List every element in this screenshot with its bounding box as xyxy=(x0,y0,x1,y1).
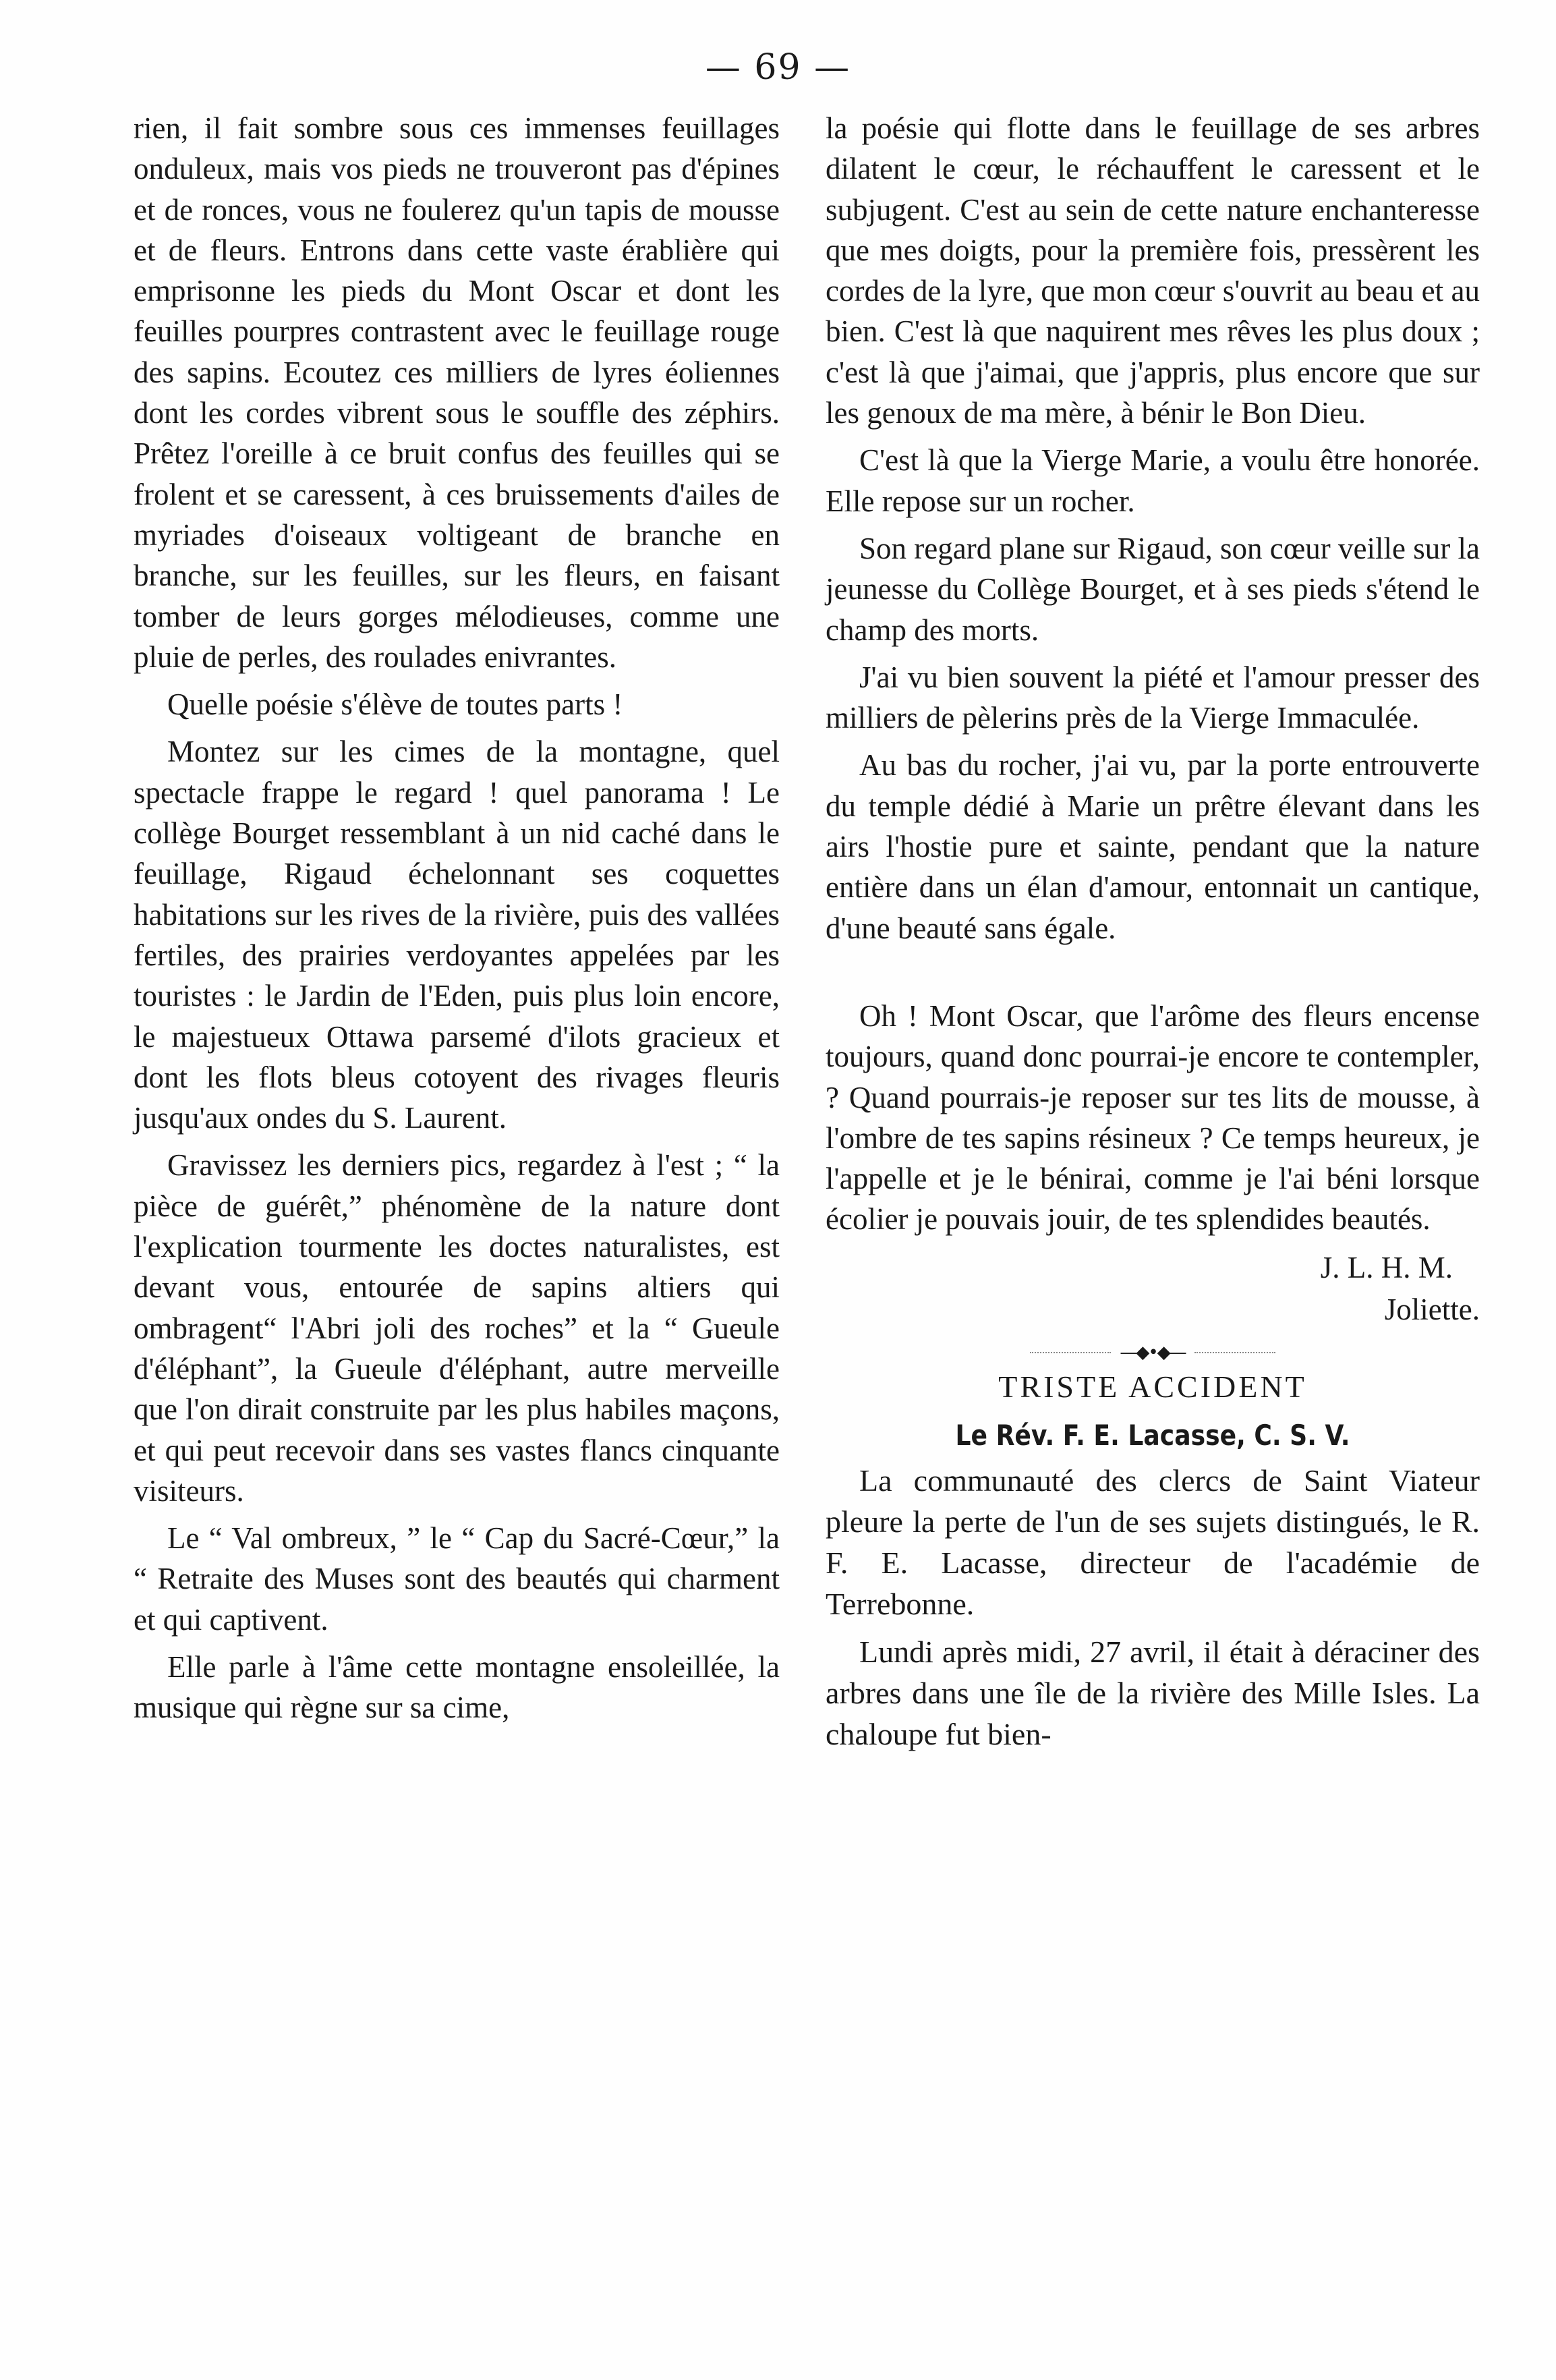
paragraph: Montez sur les cimes de la montagne, quel spectacle frappe le regard ! quel panorama ! Le collège Bourget ressemblant à un nid caché dans le feuillage, Rigaud échelonnant ses coquettes habitations sur les rives de la rivière, puis des vallées fertiles, des prairies verdoyantes appelées par les touristes : le Jardin de l'Eden, puis plus loin encore, le majestueux Ottawa parsemé d'ilots gracieux et dont les flots bleus cotoyent des rivages fleuris jusqu'aux ondes du S. Laurent. xyxy=(134,735,780,1135)
paragraph: rien, il fait sombre sous ces immenses feuillages onduleux, mais vos pieds ne trouveront pas d'épines et de ronces, vous ne foulerez qu'un tapis de mousse et de fleurs. Entrons dans cette vaste érablière qui emprisonne les pieds du Mont Oscar et dont les feuilles pourpres contrastent avec le feuillage rouge des sapins. Ecoutez ces milliers de lyres éoliennes dont les cordes vibrent sous le souffle des zéphirs. Prêtez l'oreille à ce bruit confus des feuilles qui se frolent et se caressent, à ces bruissements d'ailes de myriades d'oiseaux voltigeant de branche en branche, sur les feuilles, sur les fleurs, en faisant tomber de leurs gorges mélodieuses, comme une pluie de perles, des roulades enivrantes. xyxy=(134,111,780,674)
paragraph: Le “ Val ombreux, ” le “ Cap du Sacré-Cœur,” la “ Retraite des Muses sont des beautés qui charment et qui captivent. xyxy=(134,1521,780,1637)
paragraph: Oh ! Mont Oscar, que l'arôme des fleurs encense toujours, quand donc pourrai-je encore te contempler, ? Quand pourrais-je reposer sur tes lits de mousse, à l'ombre de tes sapins résineux ? Ce temps heureux, je l'appelle et je le bénirai, comme je l'ai béni lorsque écolier je pouvais jouir, de tes splendides beautés. xyxy=(826,998,1480,1237)
paragraph: C'est là que la Vierge Marie, a voulu être honorée. Elle repose sur un rocher. xyxy=(826,443,1480,518)
dotted-rule xyxy=(1030,1352,1111,1353)
paragraph: Son regard plane sur Rigaud, son cœur veille sur la jeunesse du Collège Bourget, et à ses pieds s'étend le champ des morts. xyxy=(826,531,1480,647)
diamond-ornament-icon: —◆•◆— xyxy=(1120,1342,1186,1363)
paragraph: Lundi après midi, 27 avril, il était à déraciner des arbres dans une île de la rivière des Mille Isles. La chaloupe fut bien- xyxy=(826,1634,1480,1751)
paragraph: La communauté des clercs de Saint Viateur pleure la perte de l'un de ses sujets distingués, le R. F. E. Lacasse, directeur de l'académie de Terrebonne. xyxy=(826,1463,1480,1621)
left-column xyxy=(134,108,780,1735)
section-subheading: Le Rév. F. E. Lacasse, C. S. V. xyxy=(955,1418,1350,1452)
ornament-divider xyxy=(826,1342,1480,1363)
section-heading: TRISTE ACCIDENT xyxy=(998,1369,1307,1404)
paragraph-spacer xyxy=(826,955,1480,996)
paragraph: Gravissez les derniers pics, regardez à l'est ; “ la pièce de guérêt,” phénomène de la nature dont l'explication tourmente les doctes naturalistes, est devant vous, entourée de sapins altiers qui ombragent“ l'Abri joli des roches” et la “ Gueule d'éléphant”, la Gueule d'éléphant, autre merveille que l'on dirait construite par les plus habiles maçons, et qui peut recevoir dans ses vastes flancs cinquante visiteurs. xyxy=(134,1148,780,1508)
dotted-rule xyxy=(1194,1352,1275,1353)
right-column xyxy=(826,108,1480,1761)
paragraph: la poésie qui flotte dans le feuillage de ses arbres dilatent le cœur, le réchauffent le caressent et le subjugent. C'est au sein de cette nature enchanteresse que mes doigts, pour la première fois, pressèrent les cordes de la lyre, que mon cœur s'ouvrit au beau et au bien. C'est là que naquirent mes rêves les plus doux ; c'est là que j'aimai, que j'appris, plus encore que sur les genoux de ma mère, à bénir le Bon Dieu. xyxy=(826,111,1480,430)
page-number: — 69 — xyxy=(705,47,851,88)
signature-initials: J. L. H. M. xyxy=(1320,1250,1453,1284)
paragraph: Au bas du rocher, j'ai vu, par la porte entrouverte du temple dédié à Marie un prêtre élevant dans les airs l'hostie pure et sainte, pendant que la nature entière dans un élan d'amour, entonnait un cantique, d'une beauté sans égale. xyxy=(826,748,1480,945)
paragraph: J'ai vu bien souvent la piété et l'amour presser des milliers de pèlerins près de la Vierge Immaculée. xyxy=(826,660,1480,735)
signature-place: Joliette. xyxy=(1384,1292,1480,1326)
paragraph: Elle parle à l'âme cette montagne ensoleillée, la musique qui règne sur sa cime, xyxy=(134,1649,780,1725)
paragraph: Quelle poésie s'élève de toutes parts ! xyxy=(167,687,623,722)
